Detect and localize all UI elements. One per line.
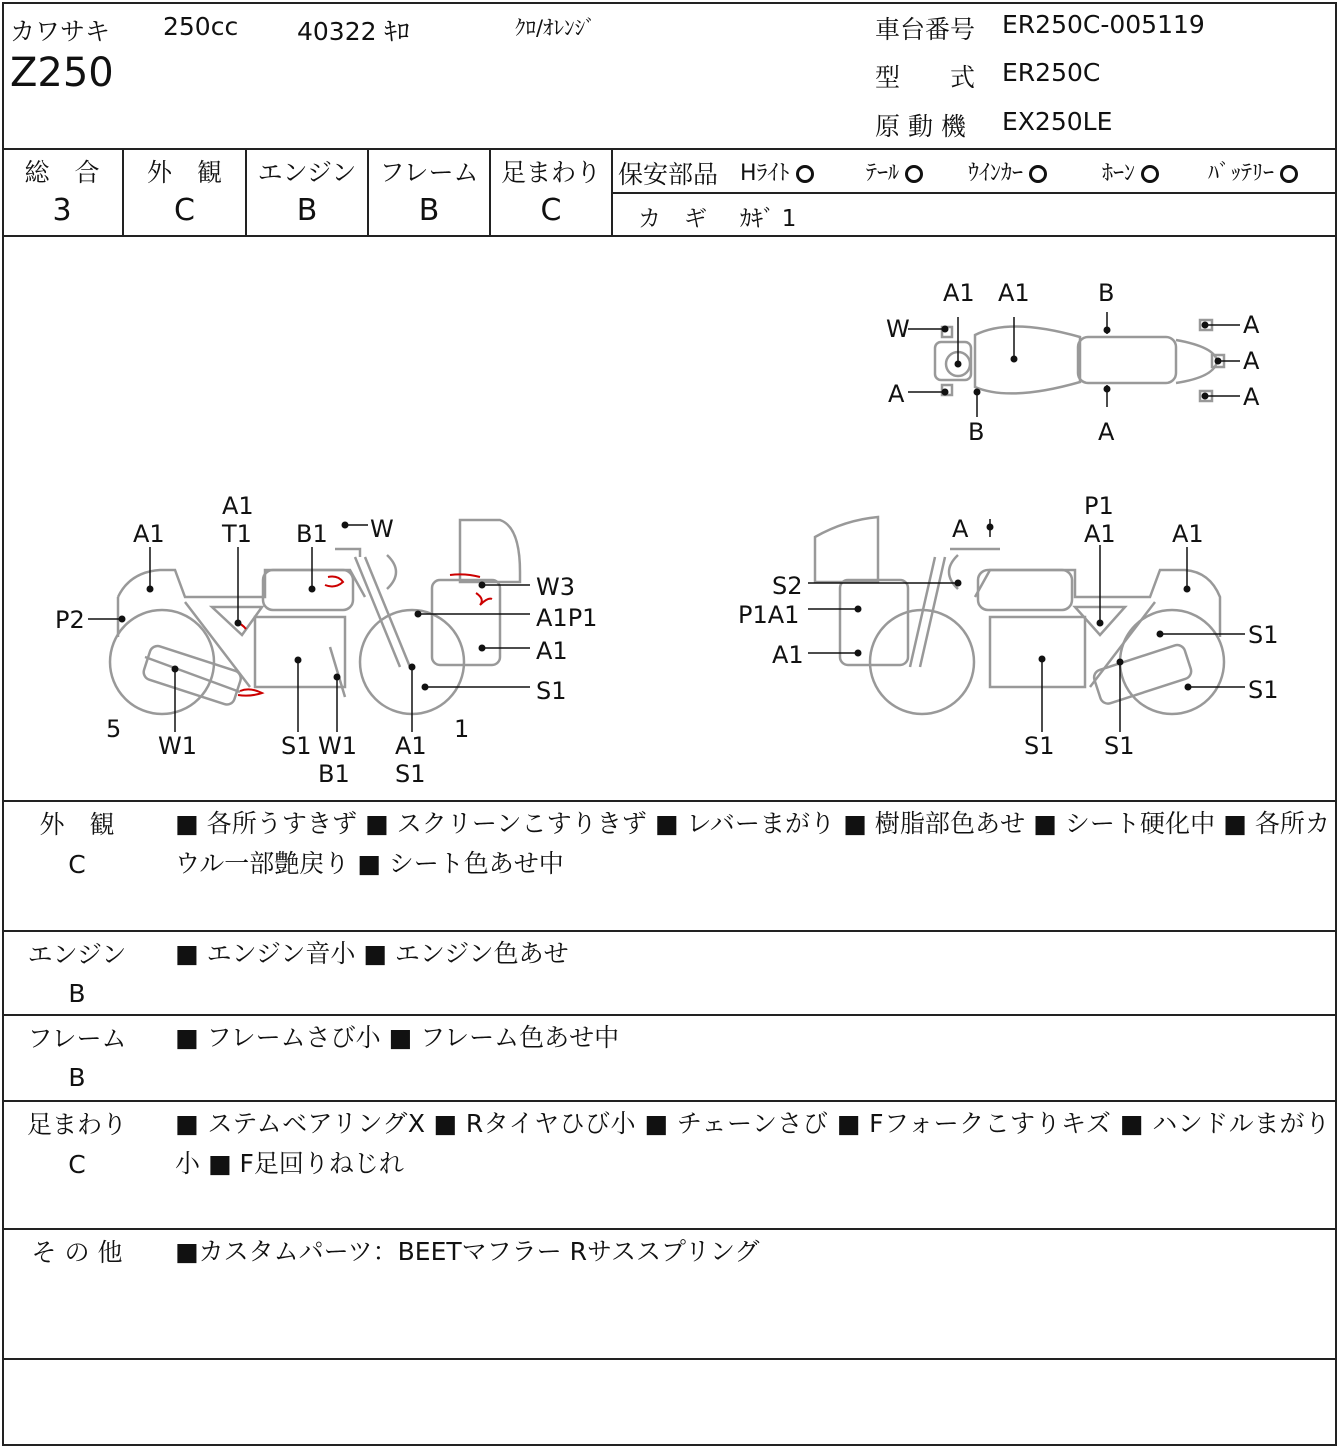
grade-frame-label: フレーム	[379, 158, 479, 187]
ok-circle-icon	[905, 165, 923, 183]
safety-winker-name: ｳｲﾝｶｰ	[968, 161, 1024, 186]
diagram-label: 1	[454, 715, 470, 743]
safety-horn	[1102, 156, 1159, 187]
diagram-label: W1	[158, 732, 197, 760]
section-engine-label: エンジン	[27, 940, 127, 969]
grade-engine-label: エンジン	[257, 158, 357, 187]
ok-circle-icon	[796, 165, 814, 183]
key-label: カ ギ	[638, 206, 707, 232]
diagram-label: P2	[55, 606, 85, 634]
divider	[2, 148, 1337, 150]
safety-battery-name: ﾊﾞｯﾃﾘｰ	[1208, 161, 1275, 186]
frame-no: ER250C-005119	[1002, 10, 1205, 39]
grade-overall-value: 3	[52, 193, 72, 228]
divider	[2, 1014, 1337, 1016]
section-frame-text: ■ フレームさび小 ■ フレーム色あせ中	[175, 1023, 620, 1052]
section-engine-text: ■ エンジン音小 ■ エンジン色あせ	[175, 939, 569, 968]
diagram-label: A1	[536, 637, 568, 665]
diagram-label: A	[952, 515, 969, 543]
safety-label: 保安部品	[618, 160, 719, 189]
section-suspension-grade: C	[68, 1150, 86, 1179]
diagram-label: B1	[318, 760, 350, 788]
safety-horn-name: ﾎｰﾝ	[1102, 161, 1136, 186]
section-exterior-text: ■ 各所うすきず ■ スクリーンこすりきず ■ レバーまがり ■ 樹脂部色あせ ■ シート硬化中 ■ 各所カウル一部艶戻り ■ シート色あせ中	[175, 809, 1330, 878]
diagram-label: T1	[222, 520, 252, 548]
type-label: 型 式	[875, 63, 976, 92]
mileage: 40322 ｷﾛ	[297, 17, 410, 46]
section-exterior-label: 外 観	[39, 810, 115, 839]
safety-headlight-name: Hﾗｲﾄ	[740, 161, 790, 186]
left-side-sketch	[110, 520, 520, 714]
diagram-label: W3	[536, 573, 575, 601]
diagram-label: A	[1243, 311, 1260, 339]
diagram-label: 5	[106, 715, 122, 743]
safety-battery	[1208, 156, 1298, 187]
grade-suspension-value: C	[540, 193, 562, 228]
ok-circle-icon	[1029, 165, 1047, 183]
safety-headlight	[740, 156, 814, 187]
diagram-label: A1	[998, 279, 1030, 307]
grade-exterior-label: 外 観	[146, 158, 222, 187]
diagram-label: S1	[1024, 732, 1055, 760]
diagram-label: A	[1243, 347, 1260, 375]
diagram-label: B1	[296, 520, 328, 548]
key-value: ｶｷﾞ 1	[740, 206, 797, 232]
divider	[2, 800, 1337, 802]
divider	[2, 1358, 1337, 1360]
section-frame-grade: B	[68, 1063, 86, 1092]
diagram-label: A1	[395, 732, 427, 760]
diagram-label: P1A1	[738, 601, 800, 629]
displacement: 250cc	[163, 12, 239, 41]
diagram-label: S1	[281, 732, 312, 760]
section-exterior-grade: C	[68, 850, 86, 879]
section-suspension-text: ■ ステムベアリングX ■ Rタイヤひび小 ■ チェーンさび ■ Fフォークこすりキズ ■ ハンドルまがり小 ■ F足回りねじれ	[175, 1109, 1330, 1178]
diagram-label: S1	[1248, 676, 1279, 704]
divider	[611, 192, 1337, 194]
ok-circle-icon	[1280, 165, 1298, 183]
diagram-label: S2	[772, 572, 803, 600]
diagram-label: B	[1098, 279, 1115, 307]
diagram-label: A1	[943, 279, 975, 307]
diagram-label: A1	[772, 641, 804, 669]
model-name: Z250	[10, 50, 114, 96]
section-other-text: ■カスタムパーツ：BEETマフラー Rサススプリング	[175, 1237, 760, 1266]
diagram-label: S1	[536, 677, 567, 705]
divider	[2, 1228, 1337, 1230]
section-frame-label: フレーム	[27, 1024, 127, 1053]
diagram-label: P1	[1084, 492, 1114, 520]
engine-label: 原 動 機	[875, 112, 966, 141]
diagram-label: W	[370, 515, 394, 543]
diagram-label: A1P1	[536, 604, 598, 632]
grade-overall-label: 総 合	[24, 158, 100, 187]
damage-diagram	[0, 237, 1341, 800]
grade-engine-value: B	[296, 193, 318, 228]
divider	[611, 148, 613, 236]
ok-circle-icon	[1141, 165, 1159, 183]
diagram-label: A1	[1084, 520, 1116, 548]
damage-marks	[236, 574, 492, 695]
engine-value: EX250LE	[1002, 107, 1113, 136]
diagram-label: A1	[133, 520, 165, 548]
grade-frame-value: B	[418, 193, 440, 228]
right-side-sketch	[815, 517, 1224, 714]
section-suspension-label: 足まわり	[26, 1110, 127, 1139]
color: ｸﾛ/ｵﾚﾝｼﾞ	[515, 16, 596, 40]
maker: カワサキ	[10, 17, 111, 46]
diagram-label: S1	[395, 760, 426, 788]
section-engine-grade: B	[68, 979, 86, 1008]
diagram-label: S1	[1248, 621, 1279, 649]
section-other-label: そ の 他	[31, 1238, 123, 1267]
diagram-label: A1	[222, 492, 254, 520]
grade-exterior-value: C	[174, 193, 195, 228]
frame-no-label: 車台番号	[875, 15, 976, 44]
safety-taillight-name: ﾃｰﾙ	[866, 161, 900, 186]
diagram-label: S1	[1104, 732, 1135, 760]
diagram-label: B	[968, 418, 985, 446]
diagram-label: A	[1098, 418, 1115, 446]
safety-winker	[968, 156, 1047, 187]
diagram-label: A1	[1172, 520, 1204, 548]
type-value: ER250C	[1002, 58, 1101, 87]
diagram-label: W	[886, 315, 910, 343]
grade-suspension-label: 足まわり	[500, 158, 601, 187]
diagram-label: W1	[318, 732, 357, 760]
safety-taillight	[866, 156, 923, 187]
diagram-label: A	[1243, 383, 1260, 411]
divider	[2, 930, 1337, 932]
diagram-label: A	[888, 380, 905, 408]
divider	[2, 1100, 1337, 1102]
